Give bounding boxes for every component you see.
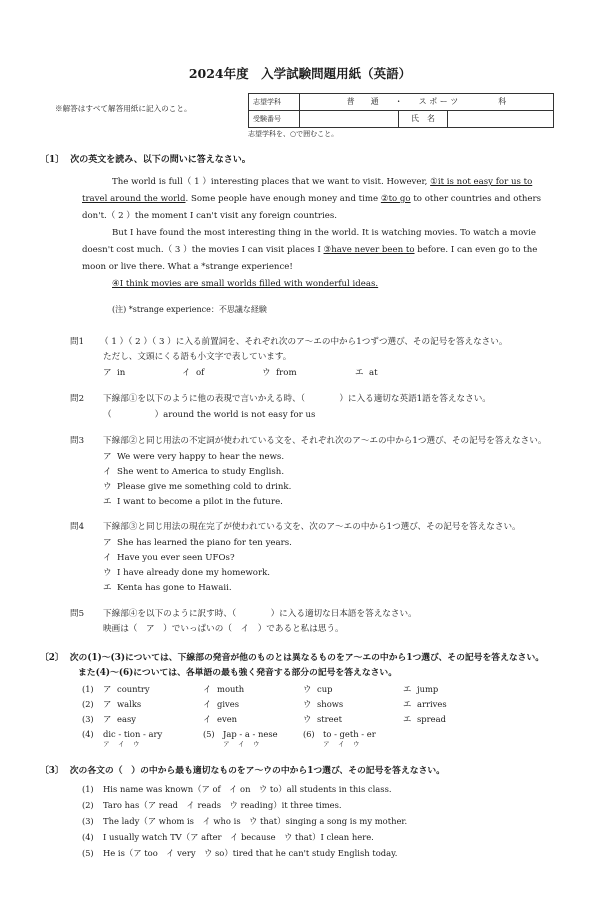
q1-text: （ 1 ）（ 2 ）（ 3 ）に入る前置詞を、それぞれ次のア～エの中から1つずつ選び、その記号を答えなさい。 <box>100 337 508 347</box>
section-3-instruction: 次の各文の（ ）の中から最も適切なものをア～ウの中から1つ選び、その記号を答えなさい。 <box>69 766 445 776</box>
option-mark: ア <box>103 538 112 548</box>
passage-text: The world is full（ 1 ）interesting places that we want to visit. However, <box>112 177 431 187</box>
q4-text: 下線部③と同じ用法の現在完了が使われている文を、次のア～エの中から1つ選び、その記号を答えなさい。 <box>103 522 521 532</box>
option-mark: エ <box>403 684 412 694</box>
syllable-marks: ア イ ウ <box>103 740 141 748</box>
passage-text: before. I can even go to the moon or live there. What a *strange experience! <box>82 245 538 272</box>
item-number: (2) <box>82 800 94 810</box>
option-mark: ア <box>103 714 112 724</box>
option-mark: エ <box>403 714 412 724</box>
row-number: (3) <box>82 714 94 724</box>
underline-4: ④I think movies are small worlds filled with wonderful ideas. <box>112 279 379 289</box>
name-label: 氏 名 <box>399 111 448 128</box>
q5-text-2: 映画は（ ア ）でいっぱいの（ イ ）であると私は思う。 <box>103 624 344 634</box>
item-number: (1) <box>82 784 94 794</box>
section-2-heading <box>40 653 544 664</box>
option-mark: エ <box>103 497 112 507</box>
page-title: 2024年度 入学試験問題用紙（英語） <box>188 66 412 81</box>
underline-3: ③have never been to <box>323 245 415 255</box>
q1-number: 問1 <box>70 337 85 347</box>
department-choices[interactable]: 普 通 ・ ス ポ ー ツ 科 <box>300 94 554 111</box>
q4-option-d[interactable] <box>103 583 232 594</box>
section-2-instruction: 次の(1)～(3)については、下線部の発音が他のものとは異なるものをア～エの中から1つ選び、その記号を答えなさい。 <box>69 653 545 663</box>
passage-text: . Some people have enough money and time <box>185 194 381 204</box>
option-mark: エ <box>103 583 112 593</box>
section-3-heading <box>40 766 445 777</box>
glossary-note: (注) *strange experience：不思議な経験 <box>112 305 267 314</box>
option-text: Have you ever seen UFOs? <box>117 553 235 563</box>
option-mark: イ <box>103 553 112 563</box>
choice-sentence[interactable]: He is（ア too イ very ウ so）tired that he can't study English today. <box>103 848 398 858</box>
exam-number-field[interactable] <box>300 111 399 128</box>
word-choice[interactable] <box>103 714 136 725</box>
option-text: Please give me something cold to drink. <box>117 482 292 492</box>
word-choice[interactable] <box>303 684 332 695</box>
q5-number: 問5 <box>70 609 85 619</box>
option-mark: エ <box>355 368 364 378</box>
word: even <box>217 714 238 724</box>
stress-word: Jap - a - nese <box>223 729 278 739</box>
word: street <box>317 714 342 724</box>
syllable-marks: ア イ ウ <box>323 740 361 748</box>
word-choice[interactable] <box>203 699 239 710</box>
option-mark: ウ <box>262 368 271 378</box>
option-mark: ウ <box>303 699 312 709</box>
q3-number: 問3 <box>70 436 85 446</box>
option-text: of <box>196 368 205 378</box>
option-text: She went to America to study English. <box>117 467 285 477</box>
q3-text: 下線部②と同じ用法の不定詞が使われている文を、それぞれ次のア～エの中から1つ選び、その記号を答えなさい。 <box>103 436 547 446</box>
option-mark: イ <box>182 368 191 378</box>
q1-option-d[interactable] <box>355 368 378 379</box>
option-mark: エ <box>403 699 412 709</box>
item-number: (5) <box>82 848 94 858</box>
name-field[interactable] <box>448 111 554 128</box>
exam-number-label: 受験番号 <box>249 111 300 128</box>
option-mark: ア <box>103 368 112 378</box>
option-mark: ウ <box>303 684 312 694</box>
passage-paragraph-3 <box>112 276 582 293</box>
choice-sentence[interactable]: Taro has（ア read イ reads ウ reading）it three times. <box>103 800 342 810</box>
q4-option-b[interactable] <box>103 553 235 564</box>
syllable-marks: ア イ ウ <box>223 740 261 748</box>
circle-instruction: 志望学科を、○で囲むこと。 <box>248 130 339 138</box>
option-text: at <box>369 368 378 378</box>
department-label: 志望学科 <box>249 94 300 111</box>
word: cup <box>317 684 333 694</box>
stress-word: dic - tion - ary <box>103 729 163 739</box>
choice-sentence[interactable]: His name was known（ア of イ on ウ to）all students in this class. <box>103 784 392 794</box>
q1-option-c[interactable] <box>262 368 297 379</box>
word-choice[interactable] <box>303 699 343 710</box>
passage-paragraph-2 <box>82 225 552 276</box>
passage-text: to other countries and others don't.（ 2 ）the moment I can't visit any foreign countries. <box>82 194 542 221</box>
section-3-number: 〔3〕 <box>40 766 64 776</box>
row-number: (4) <box>82 729 94 739</box>
choice-sentence[interactable]: I usually watch TV（ア after イ because ウ that）I clean here. <box>103 832 374 842</box>
row-number: (1) <box>82 684 94 694</box>
word-choice[interactable] <box>203 714 237 725</box>
item-number: (3) <box>82 816 94 826</box>
word: spread <box>417 714 446 724</box>
option-text: Kenta has gone to Hawaii. <box>117 583 232 593</box>
word: country <box>117 684 150 694</box>
q1-option-a[interactable] <box>103 368 125 379</box>
underline-2: ②to go <box>380 194 411 204</box>
option-mark: ア <box>103 452 112 462</box>
choice-sentence[interactable]: The lady（ア whom is イ who is ウ that）singing a song is my mother. <box>103 816 408 826</box>
passage-text: But I have found the most interesting thing in the world. It is watching movies. To watch a movie doesn't cost much.（ 3 ）the movies I can visit places I <box>82 228 536 255</box>
option-mark: イ <box>203 699 212 709</box>
option-mark: ウ <box>303 714 312 724</box>
option-mark: イ <box>203 714 212 724</box>
section-1-number: 〔1〕 <box>40 155 65 165</box>
passage-paragraph-1 <box>82 174 552 225</box>
word: jump <box>417 684 439 694</box>
q3-option-a[interactable] <box>103 452 284 463</box>
applicant-info-table <box>248 93 554 128</box>
q3-option-b[interactable] <box>103 467 284 478</box>
word: shows <box>317 699 344 709</box>
option-mark: イ <box>103 467 112 477</box>
q5-text: 下線部④を以下のように訳す時、（ ）に入る適切な日本語を答えなさい。 <box>103 609 417 619</box>
q2-text: 下線部①を以下のように他の表現で言いかえる時、（ ）に入る適切な英語1語を答えなさい。 <box>103 394 491 404</box>
word: easy <box>117 714 136 724</box>
option-mark: ウ <box>103 482 112 492</box>
q2-number: 問2 <box>70 394 85 404</box>
section-2-instruction-2: また(4)～(6)については、各単語の最も強く発音する部分の記号を答えなさい。 <box>78 668 398 678</box>
word-choice[interactable] <box>403 714 446 725</box>
q3-option-c[interactable] <box>103 482 291 493</box>
word-choice[interactable] <box>203 684 244 695</box>
option-mark: イ <box>203 684 212 694</box>
stress-word: to - geth - er <box>323 729 376 739</box>
option-text: I have already done my homework. <box>117 568 271 578</box>
row-number: (2) <box>82 699 94 709</box>
option-text: We were very happy to hear the news. <box>117 452 285 462</box>
option-text: She has learned the piano for ten years. <box>117 538 292 548</box>
word: arrives <box>417 699 447 709</box>
word: walks <box>117 699 142 709</box>
section-1-heading <box>40 155 251 166</box>
section-2-number: 〔2〕 <box>40 653 64 663</box>
row-number: (5) <box>203 729 215 739</box>
option-mark: ウ <box>103 568 112 578</box>
q3-option-d[interactable] <box>103 497 283 508</box>
option-mark: ア <box>103 684 112 694</box>
option-text: from <box>276 368 297 378</box>
word-choice[interactable] <box>103 684 150 695</box>
q4-option-a[interactable] <box>103 538 292 549</box>
row-number: (6) <box>303 729 315 739</box>
q2-text-2: （ ）around the world is not easy for us <box>103 410 316 420</box>
word-choice[interactable] <box>403 684 438 695</box>
word-choice[interactable] <box>303 714 342 725</box>
q1-option-b[interactable] <box>182 368 204 379</box>
item-number: (4) <box>82 832 94 842</box>
section-1-instruction: 次の英文を読み、以下の問いに答えなさい。 <box>70 155 251 165</box>
q4-option-c[interactable] <box>103 568 270 579</box>
q1-text-2: ただし、文頭にくる語も小文字で表しています。 <box>103 352 292 362</box>
q4-number: 問4 <box>70 522 85 532</box>
underline-1: ①it is not easy for us to travel around the world <box>82 177 533 204</box>
word: gives <box>217 699 240 709</box>
option-text: I want to become a pilot in the future. <box>117 497 283 507</box>
option-mark: ア <box>103 699 112 709</box>
word: mouth <box>217 684 245 694</box>
answer-note: ※解答はすべて解答用紙に記入のこと。 <box>55 104 192 113</box>
word-choice[interactable] <box>403 699 447 710</box>
word-choice[interactable] <box>103 699 141 710</box>
option-text: in <box>117 368 126 378</box>
